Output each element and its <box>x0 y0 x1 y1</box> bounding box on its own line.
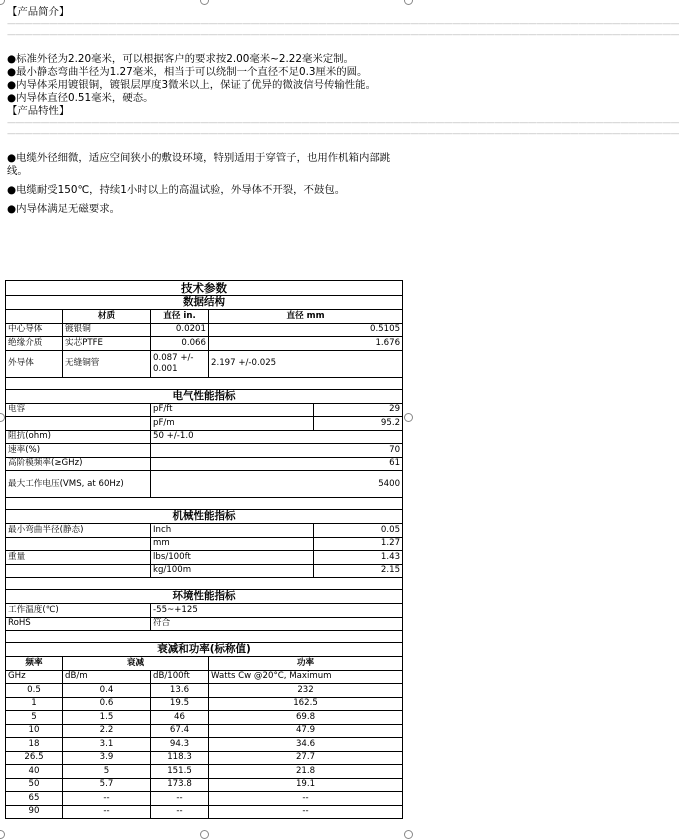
feature-paragraph: ●电缆耐受150℃，持续1小时以上的高温试验，外导体不开裂，不鼓包。 <box>7 184 346 196</box>
table-row: 最大工作电压(VMS, at 60Hz) 5400 <box>6 471 403 498</box>
power-header: 功率 <box>209 657 403 671</box>
table-row: 26.5 3.9 118.3 27.7 <box>6 751 403 765</box>
intro-paragraph: ●内导体采用镀银铜，镀银层厚度3微米以上，保证了优异的微波信号传输性能。 <box>7 79 376 91</box>
divider-line: ———————————————————————————————————————————————————————————————————————————————— <box>7 129 679 139</box>
table-row: kg/100m 2.15 <box>6 564 403 578</box>
intro-paragraph: ●标准外径为2.20毫米，可以根据客户的要求按2.00毫米~2.22毫米定制。 <box>7 53 354 65</box>
table-row: 外导体 无缝铜管 0.087 +/- 0.001 2.197 +/-0.025 <box>6 350 403 377</box>
table-row: 高阶模频率(≥GHz) 61 <box>6 457 403 471</box>
table-row: 18 3.1 94.3 34.6 <box>6 738 403 752</box>
attenuation-title: 衰减和功率(标称值) <box>6 643 403 657</box>
table-row: 工作温度(℃) -55~+125 <box>6 604 403 618</box>
diameter-mm-header: 直径 mm <box>209 310 403 324</box>
feature-paragraph: ●电缆外径细微，适应空间狭小的敷设环境，特别适用于穿管子，也用作机箱内部跳线。 <box>7 152 391 177</box>
mechanical-title: 机械性能指标 <box>6 510 403 524</box>
table-row: 90 -- -- -- <box>6 805 403 819</box>
table-row: 5 1.5 46 69.8 <box>6 711 403 725</box>
table-row: pF/m 95.2 <box>6 417 403 431</box>
table-row: 重量 lbs/100ft 1.43 <box>6 551 403 565</box>
resize-handle-top-left[interactable] <box>0 0 5 5</box>
divider-line: ———————————————————————————————————————————————————————————————————————————————— <box>7 30 679 40</box>
divider-line: ———————————————————————————————————————————————————————————————————————————————— <box>7 19 679 29</box>
structure-title: 数据结构 <box>6 296 403 310</box>
table-row: 电容 pF/ft 29 <box>6 403 403 417</box>
spec-table-title: 技术参数 <box>6 281 403 296</box>
resize-handle-top-right[interactable] <box>404 0 413 5</box>
table-row: RoHS 符合 <box>6 617 403 631</box>
table-row: 65 -- -- -- <box>6 792 403 806</box>
intro-paragraph: ●内导体直径0.51毫米，硬态。 <box>7 92 154 104</box>
material-header: 材质 <box>63 310 151 324</box>
table-row: 10 2.2 67.4 47.9 <box>6 724 403 738</box>
electrical-title: 电气性能指标 <box>6 389 403 403</box>
environmental-title: 环境性能指标 <box>6 590 403 604</box>
table-row: 40 5 151.5 21.8 <box>6 765 403 779</box>
product-intro-section <box>7 6 679 216</box>
table-row: mm 1.27 <box>6 537 403 551</box>
table-row: 速率(%) 70 <box>6 444 403 458</box>
table-row: 阻抗(ohm) 50 +/-1.0 <box>6 430 403 444</box>
attenuation-header: 衰减 <box>63 657 209 671</box>
spec-table: 技术参数 数据结构 材质 直径 in. 直径 mm 中心导体 镀银铜 0.0201 0.5105 绝缘介质 实芯PTFE 0.066 1.676 外导体 无缝铜管 0.087 +/- 0.001 2.197 +/-0.025 电气性能指标 电容 pF/ft 29 pF/m 95.2 阻抗(ohm) 50 +/-1.0 速率(%) 70 高阶模频率(≥GHz) 61 最大工作电压(VMS, at 60Hz) 5400 机械性能指标 最小弯曲半径(静态) Inch 0.05 mm 1.27 重量 lbs/100ft 1.43 kg/100m 2.15 环境性能指标 工作温度(℃) -55~+125 RoHS 符合 衰减和功率(标称值) 频率 衰减 功率 GHz dB/m dB/100ft Watts Cw @20°C, Maximum 0.5 0.4 13.6 232 1 0.6 19.5 162.5 5 1.5 46 69.8 10 2.2 67.4 47.9 18 3.1 94.3 34.6 26.5 3.9 118.3 27.7 40 5 151.5 21.8 50 5.7 173.8 19.1 65 -- -- -- 90 -- -- -- <box>5 280 403 819</box>
frequency-header: 频率 <box>6 657 63 671</box>
divider-line: ———————————————————————————————————————————————————————————————————————————————— <box>7 118 679 128</box>
product-intro-title: 【产品简介】 <box>7 6 70 18</box>
table-row: 中心导体 镀银铜 0.0201 0.5105 <box>6 323 403 337</box>
resize-handle-top[interactable] <box>200 0 209 5</box>
table-row: 1 0.6 19.5 162.5 <box>6 697 403 711</box>
table-row: 绝缘介质 实芯PTFE 0.066 1.676 <box>6 337 403 351</box>
table-row: 0.5 0.4 13.6 232 <box>6 684 403 698</box>
feature-paragraph: ●内导体满足无磁要求。 <box>7 203 120 215</box>
resize-handle-bottom[interactable] <box>200 830 209 839</box>
product-feature-title: 【产品特性】 <box>7 105 70 117</box>
table-row: 50 5.7 173.8 19.1 <box>6 778 403 792</box>
table-row: 最小弯曲半径(静态) Inch 0.05 <box>6 524 403 538</box>
resize-handle-right[interactable] <box>404 413 413 422</box>
resize-handle-bottom-right[interactable] <box>404 830 413 839</box>
resize-handle-bottom-left[interactable] <box>0 830 5 839</box>
diameter-in-header: 直径 in. <box>151 310 209 324</box>
intro-paragraph: ●最小静态弯曲半径为1.27毫米，相当于可以绕制一个直径不足0.3厘米的圆。 <box>7 66 368 78</box>
